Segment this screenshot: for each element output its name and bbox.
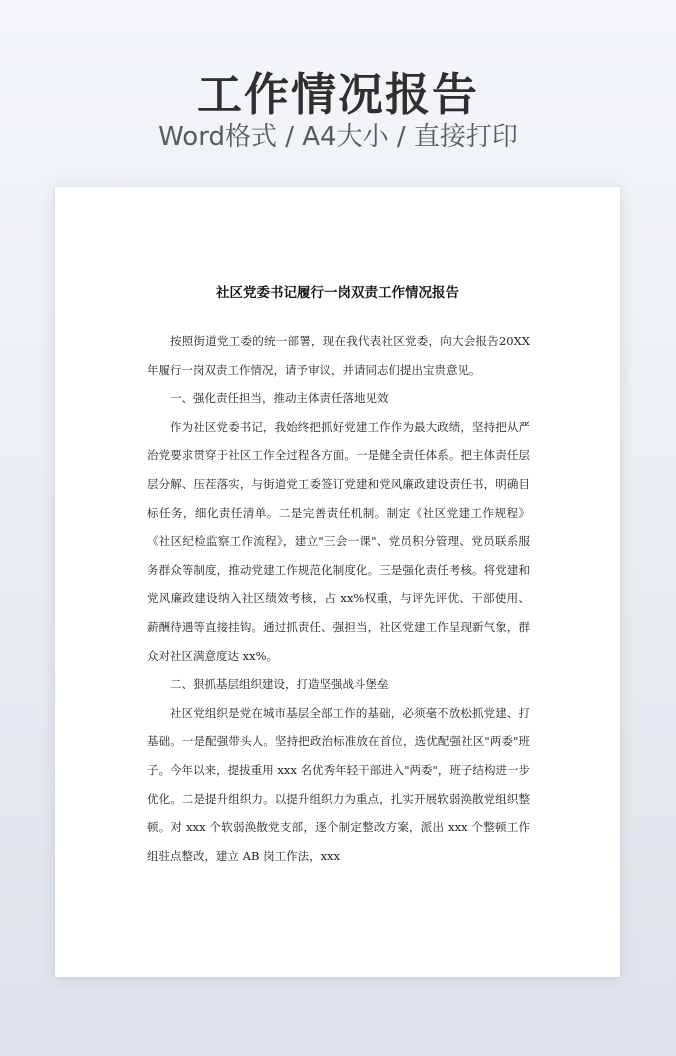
section-heading-1: 一、强化责任担当，推动主体责任落地见效	[170, 391, 389, 406]
body-paragraph-1: 作为社区党委书记，我始终把抓好党建工作作为最大政绩，坚持把从严治党要求贯穿于社区工作全过程各方面。一是健全责任体系。把主体责任层层分解、压茬落实，与街道党工委签订党建和党风廉政建设责任书，明确目标任务，细化责任清单。二是完善责任机制。制定《社区党建工作规程》《社区纪检监察工作流程》，建立"三会一课"、党员积分管理、党员联系服务群众等制度，推动党建工作规范化制度化。三是强化责任考核。将党建和党风廉政建设纳入社区绩效考核，占 xx%权重，与评先评优、干部使用、薪酬待遇等直接挂钩。通过抓责任、强担当，社区党建工作呈现新气象，群众对社区满意度达 xx%。	[147, 419, 530, 663]
page-subtitle: Word格式 / A4大小 / 直接打印	[158, 122, 518, 152]
document-page	[55, 187, 620, 977]
document-title: 社区党委书记履行一岗双责工作情况报告	[216, 285, 459, 301]
section-heading-2: 二、狠抓基层组织建设，打造坚强战斗堡垒	[170, 677, 389, 692]
body-paragraph-2: 社区党组织是党在城市基层全部工作的基础，必须毫不放松抓党建、打基础。一是配强带头人。坚持把政治标准放在首位，选优配强社区"两委"班子。今年以来，提拔重用 xxx 名优秀年轻干部进入"两委"，班子结构进一步优化。二是提升组织力。以提升组织力为重点，扎实开展软弱涣散党组织整顿。对 xxx 个软弱涣散党支部，逐个制定整改方案，派出 xxx 个整顿工作组驻点整改，建立 AB 岗工作法，xxx	[147, 705, 530, 863]
intro-paragraph: 按照街道党工委的统一部署，现在我代表社区党委，向大会报告20XX 年履行一岗双责工作情况，请予审议，并请同志们提出宝贵意见。	[147, 334, 530, 377]
document-body	[147, 327, 530, 870]
page-title: 工作情况报告	[196, 68, 479, 121]
